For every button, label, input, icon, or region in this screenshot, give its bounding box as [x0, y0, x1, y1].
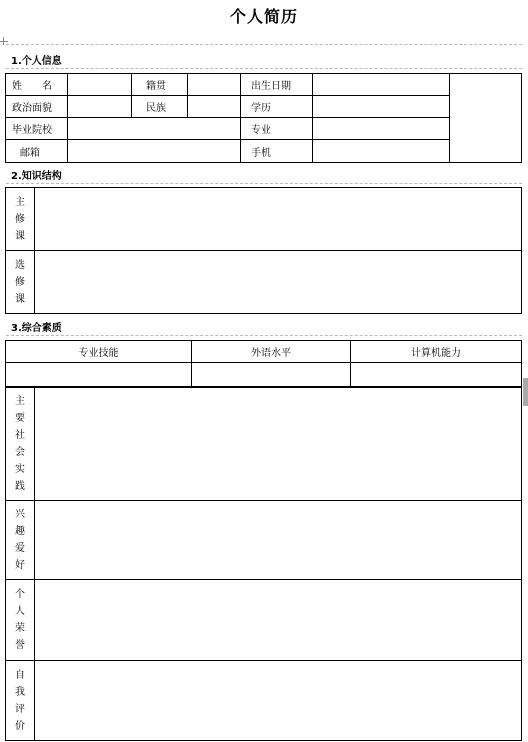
scroll-handle[interactable]	[523, 378, 528, 406]
computer-skills-field[interactable]	[351, 363, 522, 388]
qualities-table	[5, 386, 522, 741]
origin-field[interactable]	[188, 74, 241, 96]
social-practice-label: 主要社会实践	[6, 387, 35, 501]
birth-date-field[interactable]	[313, 74, 450, 96]
phone-label: 手机	[241, 140, 313, 163]
computer-skills-header: 计算机能力	[351, 341, 522, 363]
professional-skills-header: 专业技能	[6, 341, 192, 363]
ethnicity-field[interactable]	[188, 96, 241, 118]
name-label: 姓 名	[6, 74, 68, 96]
main-courses-label: 主修课	[6, 188, 35, 251]
section-divider	[6, 183, 522, 184]
photo-box[interactable]	[450, 74, 522, 163]
phone-field[interactable]	[313, 140, 450, 163]
origin-label: 籍贯	[132, 74, 188, 96]
skills-table	[5, 340, 522, 388]
section-divider	[6, 335, 522, 336]
knowledge-table	[5, 187, 522, 314]
birth-date-label: 出生日期	[241, 74, 313, 96]
section-heading-qualities: 3.综合素质	[11, 323, 62, 334]
school-field[interactable]	[68, 118, 241, 140]
hobbies-label: 兴趣爱好	[6, 501, 35, 580]
education-field[interactable]	[313, 96, 450, 118]
elective-courses-field[interactable]	[35, 251, 522, 314]
section-divider	[6, 44, 522, 45]
self-evaluation-label: 自我评价	[6, 661, 35, 741]
email-field[interactable]	[68, 140, 241, 163]
personal-info-table	[5, 73, 522, 163]
main-courses-field[interactable]	[35, 188, 522, 251]
political-status-label: 政治面貌	[6, 96, 68, 118]
honors-field[interactable]	[35, 580, 522, 661]
foreign-language-header: 外语水平	[192, 341, 351, 363]
major-label: 专业	[241, 118, 313, 140]
document-title: 个人简历	[229, 7, 298, 26]
section-heading-personal-info: 1.个人信息	[11, 56, 62, 67]
name-field[interactable]	[68, 74, 132, 96]
honors-label: 个人荣誉	[6, 580, 35, 661]
major-field[interactable]	[313, 118, 450, 140]
ethnicity-label: 民族	[132, 96, 188, 118]
social-practice-field[interactable]	[35, 387, 522, 501]
education-label: 学历	[241, 96, 313, 118]
professional-skills-field[interactable]	[6, 363, 192, 388]
political-status-field[interactable]	[68, 96, 132, 118]
foreign-language-field[interactable]	[192, 363, 351, 388]
hobbies-field[interactable]	[35, 501, 522, 580]
self-evaluation-field[interactable]	[35, 661, 522, 741]
section-heading-knowledge: 2.知识结构	[11, 171, 62, 182]
email-label: 邮箱	[6, 140, 68, 163]
section-divider	[6, 68, 522, 69]
school-label: 毕业院校	[6, 118, 68, 140]
elective-courses-label: 选修课	[6, 251, 35, 314]
